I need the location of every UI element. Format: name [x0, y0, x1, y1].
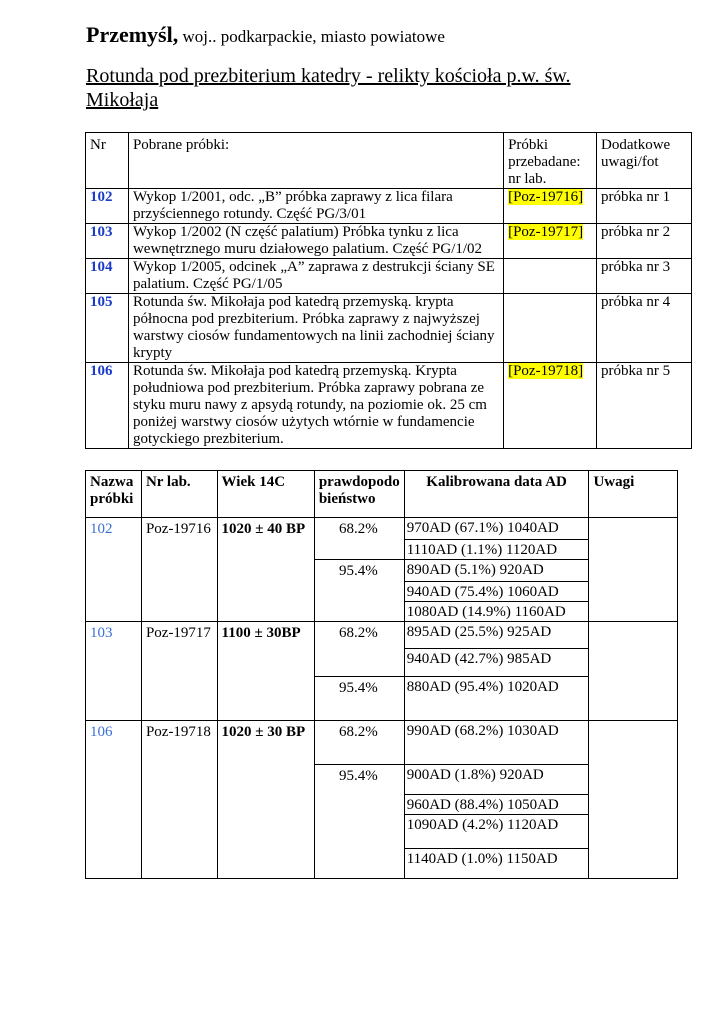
region-text: woj.. podkarpackie, miasto powiatowe: [178, 27, 445, 46]
sample-name: 106: [86, 721, 142, 879]
calibrated-range: 970AD (67.1%) 1040AD: [404, 518, 589, 540]
calibrated-range: 1090AD (4.2%) 1120AD: [404, 815, 589, 849]
description-line: Rotunda św. Mikołaja pod katedrą przemyską. Krypta: [132, 363, 457, 379]
notes-cell: [589, 518, 678, 622]
column-header-notes: [597, 133, 692, 189]
sample-name: 103: [86, 622, 142, 721]
lab-number: Poz-19718: [141, 721, 217, 879]
description-line: warstwy ciosów fundamentowych na linii zachodniej ściany: [132, 328, 495, 344]
calibrated-range: 1140AD (1.0%) 1150AD: [404, 849, 589, 879]
column-header-samples: Pobrane próbki:: [128, 133, 503, 189]
notes-cell: [589, 721, 678, 879]
lab-number: Poz-19717: [141, 622, 217, 721]
table-row: [86, 363, 692, 449]
description-line: południowa pod prezbiterium. Próbka zaprawy pobrana ze: [132, 380, 485, 396]
sample-nr: 103: [86, 224, 129, 259]
calibrated-range: 940AD (75.4%) 1060AD: [404, 582, 589, 602]
page-subtitle: [86, 64, 646, 112]
page-header: [86, 22, 686, 48]
sample-description: [128, 363, 503, 449]
sample-description: [128, 259, 503, 294]
description-line: palatium. Część PG/1/05: [132, 276, 283, 292]
table-row: [86, 259, 692, 294]
lab-number: [Poz-19716]: [508, 189, 584, 205]
description-line: Wykop 1/2002 (N część palatium) Próbka tynku z lica: [132, 224, 459, 240]
lab-number-cell: [504, 224, 597, 259]
probability-68: 68.2%: [314, 518, 404, 560]
column-header-labnr: Nr lab.: [141, 471, 217, 518]
radiocarbon-dates-table: [85, 470, 678, 879]
sample-description: [128, 224, 503, 259]
sample-description: [128, 189, 503, 224]
lab-number-cell: [504, 189, 597, 224]
table-row: [86, 294, 692, 363]
column-header-notes: Uwagi: [589, 471, 678, 518]
table-row: [86, 224, 692, 259]
table-header-row: [86, 471, 678, 518]
table-header-row: [86, 133, 692, 189]
column-header-lab: [504, 133, 597, 189]
lab-number: Poz-19716: [141, 518, 217, 622]
column-header-probability: [314, 471, 404, 518]
calibrated-range: 960AD (88.4%) 1050AD: [404, 795, 589, 815]
probability-68: 68.2%: [314, 622, 404, 677]
header-line: nr lab.: [508, 171, 547, 187]
city-name: Przemyśl,: [86, 22, 179, 47]
header-line: Nazwa: [90, 474, 134, 490]
calibrated-range: 940AD (42.7%) 985AD: [404, 649, 589, 677]
description-line: Wykop 1/2001, odc. „B” próbka zaprawy z lica filara: [132, 189, 453, 205]
sample-name: 102: [86, 518, 142, 622]
description-line: poniżej warstwy ciosów użytych wtórnie w fundamencie: [132, 414, 475, 430]
header-line: przebadane:: [508, 154, 581, 170]
header-line: prawdopodo: [318, 474, 400, 490]
header-line: Próbki: [508, 137, 549, 153]
lab-number-cell: [504, 294, 597, 363]
probability-68: 68.2%: [314, 721, 404, 765]
sample-note: próbka nr 1: [597, 189, 692, 224]
subtitle-line: Rotunda pod prezbiterium katedry - relikty kościoła p.w. św.: [86, 65, 571, 87]
subtitle-line: Mikołaja: [86, 89, 159, 111]
description-line: styku muru nawy z apsydą rotundy, na poziomie ok. 25 cm: [132, 397, 487, 413]
probability-95: 95.4%: [314, 765, 404, 879]
header-line: Dodatkowe: [601, 137, 671, 153]
description-line: Wykop 1/2005, odcinek „A” zaprawa z destrukcji ściany SE: [132, 259, 495, 275]
lab-number: [Poz-19717]: [508, 224, 584, 240]
sample-nr: 106: [86, 363, 129, 449]
sample-nr: 105: [86, 294, 129, 363]
description-line: wewnętrznego muru działowego palatium. Część PG/1/02: [132, 241, 483, 257]
description-line: Rotunda św. Mikołaja pod katedrą przemyską. krypta: [132, 294, 454, 310]
radiocarbon-age: 1020 ± 40 BP: [217, 518, 314, 622]
lab-number-cell: [504, 363, 597, 449]
calibrated-range: 895AD (25.5%) 925AD: [404, 622, 589, 649]
calibration-row: [86, 518, 678, 540]
lab-number-cell: [504, 259, 597, 294]
calibrated-range: 880AD (95.4%) 1020AD: [404, 677, 589, 721]
sample-nr: 102: [86, 189, 129, 224]
column-header-age: Wiek 14C: [217, 471, 314, 518]
header-line: uwagi/fot: [601, 154, 659, 170]
calibrated-range: 990AD (68.2%) 1030AD: [404, 721, 589, 765]
sample-note: próbka nr 4: [597, 294, 692, 363]
description-line: północna pod prezbiterium. Próbka zaprawy z najwyższej: [132, 311, 480, 327]
notes-cell: [589, 622, 678, 721]
sample-note: próbka nr 2: [597, 224, 692, 259]
column-header-name: [86, 471, 142, 518]
column-header-calibrated: Kalibrowana data AD: [404, 471, 589, 518]
description-line: krypty: [132, 345, 173, 361]
description-line: gotyckiego prezbiterium.: [132, 431, 284, 447]
header-line: bieństwo: [318, 491, 376, 507]
table-row: [86, 189, 692, 224]
calibration-row: [86, 622, 678, 649]
calibrated-range: 900AD (1.8%) 920AD: [404, 765, 589, 795]
lab-number: [Poz-19718]: [508, 363, 584, 379]
probability-95: 95.4%: [314, 677, 404, 721]
probability-95: 95.4%: [314, 560, 404, 622]
radiocarbon-age: 1100 ± 30BP: [217, 622, 314, 721]
samples-table: [85, 132, 692, 449]
calibration-row: [86, 721, 678, 765]
sample-description: [128, 294, 503, 363]
calibrated-range: 1080AD (14.9%) 1160AD: [404, 602, 589, 622]
description-line: przyściennego rotundy. Część PG/3/01: [132, 206, 367, 222]
sample-note: próbka nr 5: [597, 363, 692, 449]
calibrated-range: 1110AD (1.1%) 1120AD: [404, 540, 589, 560]
sample-nr: 104: [86, 259, 129, 294]
sample-note: próbka nr 3: [597, 259, 692, 294]
header-line: próbki: [90, 491, 134, 507]
calibrated-range: 890AD (5.1%) 920AD: [404, 560, 589, 582]
radiocarbon-age: 1020 ± 30 BP: [217, 721, 314, 879]
column-header-nr: Nr: [86, 133, 129, 189]
